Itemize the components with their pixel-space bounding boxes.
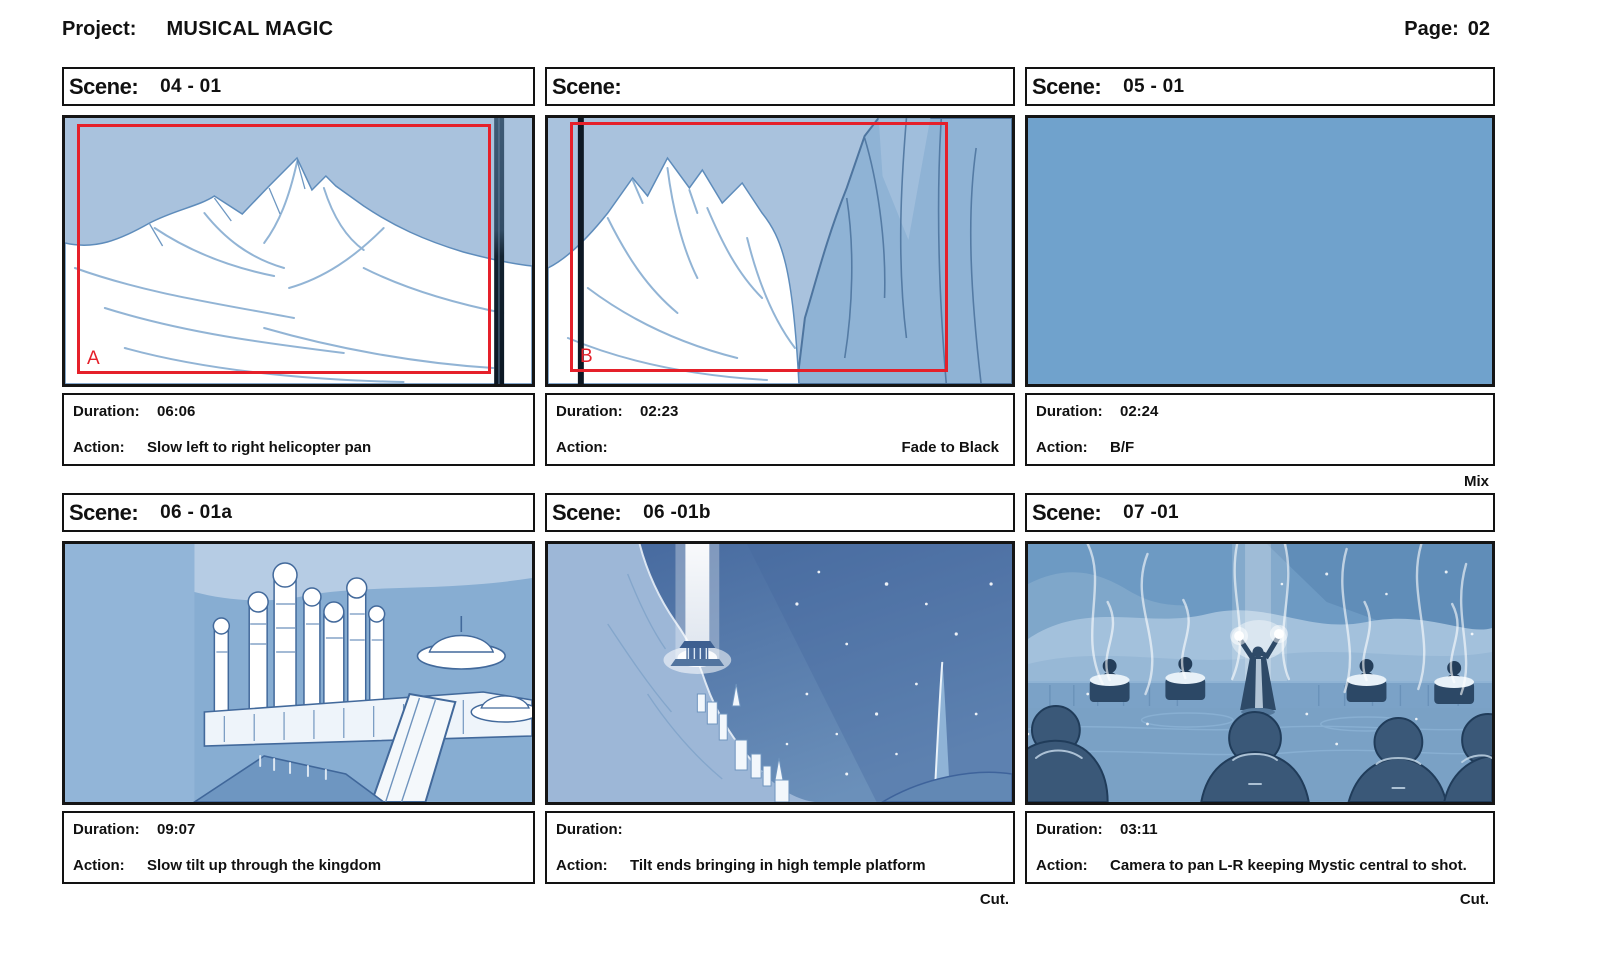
page-number-group (1404, 18, 1490, 41)
kingdom-illustration (65, 544, 532, 802)
duration-label: Duration: (556, 403, 623, 420)
action-value: Tilt ends bringing in high temple platform (630, 857, 926, 874)
storyboard-panel-06-01a (62, 493, 535, 911)
scene-label: Scene: (552, 73, 622, 99)
action-value: Slow tilt up through the kingdom (147, 857, 382, 874)
storyboard-panel-07-01 (1025, 493, 1495, 911)
transition-text: Mix (1463, 473, 1489, 490)
scene-label: Scene: (1032, 499, 1102, 525)
transition-text (62, 884, 535, 911)
action-label: Action: (1036, 439, 1088, 456)
scene-number: 05 - 01 (1123, 75, 1185, 97)
scene-label: Scene: (69, 499, 139, 525)
camera-frame-a (77, 124, 491, 374)
duration-label: Duration: (1036, 403, 1103, 420)
info-box (545, 393, 1015, 466)
action-value: Slow left to right helicopter pan (147, 439, 372, 456)
page-label: Page: (1404, 18, 1459, 40)
transition-text: Cut. (979, 891, 1009, 908)
project-label: Project: (62, 18, 137, 40)
scene-number: 04 - 01 (160, 75, 222, 97)
storyboard-panel-blank (545, 67, 1015, 493)
duration-value: 02:24 (1120, 403, 1159, 420)
project-title: MUSICAL MAGIC (166, 18, 334, 40)
scene-header (545, 67, 1015, 106)
duration-label: Duration: (1036, 821, 1103, 838)
duration-value: 02:23 (640, 403, 679, 420)
scene-label: Scene: (1032, 73, 1102, 99)
duration-label: Duration: (556, 821, 623, 838)
transition-text (62, 466, 535, 493)
camera-frame-b-label: B (580, 346, 593, 367)
transition-text: Cut. (1459, 891, 1489, 908)
frame-mountain-b (545, 115, 1015, 387)
duration-label: Duration: (73, 403, 140, 420)
info-box (62, 811, 535, 884)
page-number: 02 (1467, 18, 1490, 40)
camera-frame-b (570, 122, 948, 372)
info-box (1025, 811, 1495, 884)
duration-value: 06:06 (157, 403, 196, 420)
scene-header (1025, 67, 1495, 106)
action-label: Action: (1036, 857, 1088, 874)
pan-marker-bars (494, 118, 504, 384)
transition-text (545, 466, 1015, 493)
storyboard-grid (0, 67, 1600, 911)
frame-mountain-a (62, 115, 535, 387)
info-box (545, 811, 1015, 884)
info-box (1025, 393, 1495, 466)
page-header (0, 0, 1600, 41)
scene-number: 07 -01 (1123, 501, 1179, 523)
storyboard-panel-05-01 (1025, 67, 1495, 493)
scene-label: Scene: (552, 499, 622, 525)
action-label: Action: (73, 439, 125, 456)
duration-value: 09:07 (157, 821, 196, 838)
duration-value: 03:11 (1120, 821, 1158, 838)
mystic-ceremony-illustration (1028, 544, 1492, 802)
fade-note: Fade to Black (901, 439, 999, 456)
frame-night-temple (545, 541, 1015, 805)
project-title-group (62, 18, 333, 41)
scene-number: 06 - 01a (160, 501, 233, 523)
storyboard-panel-06-01b (545, 493, 1015, 911)
action-value: Camera to pan L-R keeping Mystic central to shot. (1110, 857, 1467, 874)
frame-blank-blue (1025, 115, 1495, 387)
storyboard-panel-04-01 (62, 67, 535, 493)
scene-header (1025, 493, 1495, 532)
scene-label: Scene: (69, 73, 139, 99)
duration-label: Duration: (73, 821, 140, 838)
frame-kingdom (62, 541, 535, 805)
action-label: Action: (556, 439, 608, 456)
night-temple-illustration (548, 544, 1012, 802)
action-label: Action: (73, 857, 125, 874)
action-value: B/F (1110, 439, 1135, 456)
scene-header (545, 493, 1015, 532)
info-box (62, 393, 535, 466)
action-label: Action: (556, 857, 608, 874)
camera-frame-a-label: A (87, 348, 100, 369)
scene-header (62, 493, 535, 532)
scene-number: 06 -01b (643, 501, 711, 523)
frame-mystic-ceremony (1025, 541, 1495, 805)
scene-header (62, 67, 535, 106)
